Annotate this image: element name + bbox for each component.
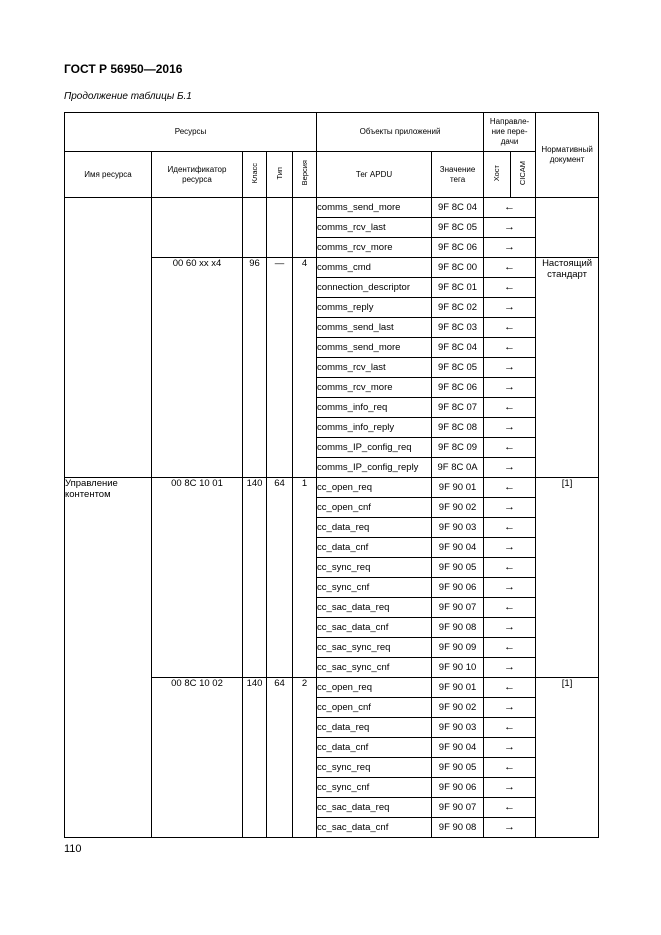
- apdu-tag-cell: comms_IP_config_reply: [317, 458, 432, 478]
- resource-name-header: Имя ресурса: [65, 152, 152, 198]
- type-header: Тип: [267, 152, 293, 198]
- resource-name-cell: Управление контентом: [65, 478, 152, 838]
- tag-value-cell: 9F 90 04: [432, 538, 484, 558]
- class-cell: 96: [243, 258, 267, 478]
- apdu-tag-cell: cc_sac_data_req: [317, 798, 432, 818]
- tag-value-cell: 9F 8C 09: [432, 438, 484, 458]
- tag-value-cell: 9F 8C 05: [432, 218, 484, 238]
- type-cell: 64: [267, 478, 293, 678]
- direction-arrow-icon: ←: [484, 518, 536, 538]
- apdu-tag-cell: cc_data_req: [317, 518, 432, 538]
- version-header: Версия: [293, 152, 317, 198]
- apdu-tag-cell: comms_send_last: [317, 318, 432, 338]
- tag-value-cell: 9F 90 04: [432, 738, 484, 758]
- resources-table: [64, 112, 599, 838]
- direction-arrow-icon: ←: [484, 258, 536, 278]
- direction-arrow-icon: →: [484, 358, 536, 378]
- tag-value-cell: 9F 8C 04: [432, 338, 484, 358]
- host-header: Хост: [484, 152, 511, 198]
- tag-value-cell: 9F 8C 04: [432, 198, 484, 218]
- tag-value-cell: 9F 8C 06: [432, 238, 484, 258]
- tag-value-cell: 9F 90 07: [432, 798, 484, 818]
- direction-arrow-icon: →: [484, 238, 536, 258]
- document-title: ГОСТ Р 56950—2016: [64, 62, 183, 76]
- direction-arrow-icon: ←: [484, 798, 536, 818]
- apdu-tag-cell: connection_descriptor: [317, 278, 432, 298]
- tag-value-cell: 9F 90 02: [432, 698, 484, 718]
- type-cell: 64: [267, 678, 293, 838]
- apdu-tag-cell: comms_rcv_more: [317, 378, 432, 398]
- apdu-tag-cell: cc_open_req: [317, 478, 432, 498]
- direction-arrow-icon: →: [484, 738, 536, 758]
- tag-value-cell: 9F 8C 05: [432, 358, 484, 378]
- tag-value-cell: 9F 90 06: [432, 778, 484, 798]
- tag-value-cell: 9F 8C 08: [432, 418, 484, 438]
- apdu-tag-cell: cc_open_req: [317, 678, 432, 698]
- direction-arrow-icon: ←: [484, 678, 536, 698]
- apdu-tag-cell: cc_open_cnf: [317, 498, 432, 518]
- direction-arrow-icon: ←: [484, 478, 536, 498]
- tag-value-cell: 9F 8C 00: [432, 258, 484, 278]
- direction-header: Направле-ние пере-дачи: [484, 113, 536, 152]
- type-cell: —: [267, 258, 293, 478]
- version-cell: 4: [293, 258, 317, 478]
- apdu-tag-cell: comms_info_reply: [317, 418, 432, 438]
- direction-arrow-icon: →: [484, 498, 536, 518]
- apdu-tag-cell: comms_rcv_more: [317, 238, 432, 258]
- direction-arrow-icon: →: [484, 298, 536, 318]
- tag-value-cell: 9F 90 05: [432, 758, 484, 778]
- apdu-tag-cell: cc_sac_data_cnf: [317, 618, 432, 638]
- class-cell: 140: [243, 478, 267, 678]
- apdu-tag-cell: comms_rcv_last: [317, 218, 432, 238]
- direction-arrow-icon: ←: [484, 558, 536, 578]
- tag-value-cell: 9F 90 03: [432, 518, 484, 538]
- resource-name-cell: [65, 198, 152, 478]
- tag-value-cell: 9F 90 10: [432, 658, 484, 678]
- direction-arrow-icon: ←: [484, 198, 536, 218]
- norm-doc-cell: [536, 198, 599, 258]
- apdu-tag-cell: cc_sac_data_cnf: [317, 818, 432, 838]
- apdu-tag-cell: comms_IP_config_req: [317, 438, 432, 458]
- tag-value-cell: 9F 90 06: [432, 578, 484, 598]
- apdu-tag-cell: cc_data_cnf: [317, 738, 432, 758]
- page-number: 110: [64, 843, 82, 855]
- direction-arrow-icon: ←: [484, 718, 536, 738]
- app-objects-header: Объекты приложений: [317, 113, 484, 152]
- apdu-tag-cell: cc_sync_cnf: [317, 578, 432, 598]
- table-row: [65, 198, 599, 218]
- apdu-tag-cell: cc_sync_cnf: [317, 778, 432, 798]
- direction-arrow-icon: →: [484, 818, 536, 838]
- resource-id-cell: [152, 198, 243, 258]
- direction-arrow-icon: →: [484, 618, 536, 638]
- direction-arrow-icon: →: [484, 378, 536, 398]
- apdu-tag-cell: cc_data_cnf: [317, 538, 432, 558]
- version-cell: 2: [293, 678, 317, 838]
- apdu-tag-cell: cc_open_cnf: [317, 698, 432, 718]
- class-cell: 140: [243, 678, 267, 838]
- direction-arrow-icon: ←: [484, 278, 536, 298]
- tag-value-cell: 9F 90 08: [432, 818, 484, 838]
- apdu-tag-cell: comms_rcv_last: [317, 358, 432, 378]
- tag-value-cell: 9F 8C 02: [432, 298, 484, 318]
- tag-value-cell: 9F 90 01: [432, 678, 484, 698]
- class-header: Класс: [243, 152, 267, 198]
- tag-value-cell: 9F 90 03: [432, 718, 484, 738]
- table-caption: Продолжение таблицы Б.1: [64, 91, 192, 102]
- apdu-tag-cell: cc_sac_sync_cnf: [317, 658, 432, 678]
- apdu-tag-cell: comms_info_req: [317, 398, 432, 418]
- direction-arrow-icon: →: [484, 218, 536, 238]
- tag-value-cell: 9F 8C 01: [432, 278, 484, 298]
- direction-arrow-icon: →: [484, 658, 536, 678]
- direction-arrow-icon: →: [484, 538, 536, 558]
- direction-arrow-icon: ←: [484, 598, 536, 618]
- norm-doc-cell: [1]: [536, 478, 599, 678]
- resource-id-cell: 00 8C 10 02: [152, 678, 243, 838]
- tag-value-cell: 9F 90 07: [432, 598, 484, 618]
- norm-doc-header: Нормативный документ: [536, 113, 599, 198]
- direction-arrow-icon: →: [484, 418, 536, 438]
- apdu-tag-cell: comms_cmd: [317, 258, 432, 278]
- resource-id-cell: 00 60 xx x4: [152, 258, 243, 478]
- tag-value-cell: 9F 90 05: [432, 558, 484, 578]
- resources-header: Ресурсы: [65, 113, 317, 152]
- version-cell: [293, 198, 317, 258]
- apdu-tag-header: Тег APDU: [317, 152, 432, 198]
- apdu-tag-cell: comms_send_more: [317, 338, 432, 358]
- type-cell: [267, 198, 293, 258]
- table-body: [65, 198, 599, 838]
- tag-value-cell: 9F 8C 0A: [432, 458, 484, 478]
- direction-arrow-icon: ←: [484, 338, 536, 358]
- tag-value-header: Значение тега: [432, 152, 484, 198]
- norm-doc-cell: [1]: [536, 678, 599, 838]
- apdu-tag-cell: cc_sync_req: [317, 558, 432, 578]
- norm-doc-cell: Настоящий стандарт: [536, 258, 599, 478]
- direction-arrow-icon: →: [484, 578, 536, 598]
- direction-arrow-icon: ←: [484, 638, 536, 658]
- direction-arrow-icon: ←: [484, 318, 536, 338]
- tag-value-cell: 9F 8C 03: [432, 318, 484, 338]
- tag-value-cell: 9F 90 02: [432, 498, 484, 518]
- direction-arrow-icon: →: [484, 698, 536, 718]
- tag-value-cell: 9F 90 09: [432, 638, 484, 658]
- cicam-header: CICAM: [511, 152, 536, 198]
- apdu-tag-cell: cc_sac_sync_req: [317, 638, 432, 658]
- class-cell: [243, 198, 267, 258]
- direction-arrow-icon: ←: [484, 398, 536, 418]
- tag-value-cell: 9F 90 01: [432, 478, 484, 498]
- apdu-tag-cell: cc_sync_req: [317, 758, 432, 778]
- apdu-tag-cell: comms_send_more: [317, 198, 432, 218]
- direction-arrow-icon: →: [484, 778, 536, 798]
- table-row: [65, 478, 599, 498]
- tag-value-cell: 9F 8C 06: [432, 378, 484, 398]
- direction-arrow-icon: →: [484, 458, 536, 478]
- tag-value-cell: 9F 90 08: [432, 618, 484, 638]
- direction-arrow-icon: ←: [484, 438, 536, 458]
- direction-arrow-icon: ←: [484, 758, 536, 778]
- tag-value-cell: 9F 8C 07: [432, 398, 484, 418]
- resource-id-cell: 00 8C 10 01: [152, 478, 243, 678]
- resource-id-header: Идентификатор ресурса: [152, 152, 243, 198]
- apdu-tag-cell: comms_reply: [317, 298, 432, 318]
- apdu-tag-cell: cc_data_req: [317, 718, 432, 738]
- version-cell: 1: [293, 478, 317, 678]
- apdu-tag-cell: cc_sac_data_req: [317, 598, 432, 618]
